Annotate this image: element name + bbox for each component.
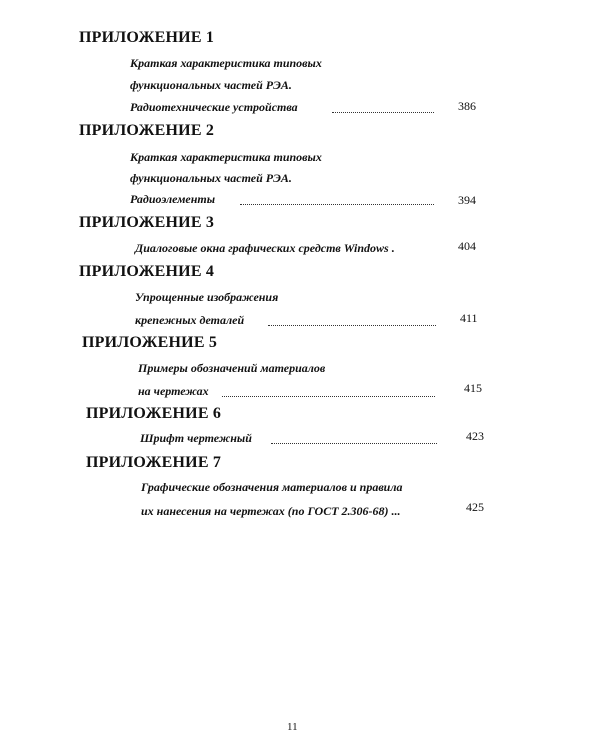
appendix-7-page: 425 <box>466 500 484 514</box>
dot-leader <box>222 386 435 397</box>
appendix-3-heading: ПРИЛОЖЕНИЕ 3 <box>79 214 215 231</box>
appendix-7-line-1: Графические обозначения материалов и правила <box>141 480 403 494</box>
dot-leader <box>268 315 436 326</box>
appendix-1-line-2: функциональных частей РЭА. <box>130 78 292 92</box>
appendix-4-line-1: Упрощенные изображения <box>135 290 279 304</box>
appendix-5-line-2: на чертежах <box>138 384 209 398</box>
appendix-2-heading: ПРИЛОЖЕНИЕ 2 <box>79 122 215 139</box>
appendix-5-page: 415 <box>464 381 482 395</box>
appendix-3-page: 404 <box>458 239 476 253</box>
appendix-1-line-3: Радиотехнические устройства <box>130 100 298 114</box>
footer-page-number: 11 <box>287 721 298 733</box>
appendix-6-heading: ПРИЛОЖЕНИЕ 6 <box>86 405 222 422</box>
appendix-2-line-2: функциональных частей РЭА. <box>130 171 292 185</box>
appendix-4-line-2: крепежных деталей <box>135 313 245 327</box>
appendix-4-heading: ПРИЛОЖЕНИЕ 4 <box>79 263 215 280</box>
appendix-2-line-3: Радиоэлементы <box>130 192 216 206</box>
appendix-2-page: 394 <box>458 193 476 207</box>
appendix-5-heading: ПРИЛОЖЕНИЕ 5 <box>82 334 218 351</box>
appendix-3-line-1: Диалоговые окна графических средств Windows . <box>135 241 395 255</box>
dot-leader <box>271 433 437 444</box>
appendix-7-heading: ПРИЛОЖЕНИЕ 7 <box>86 454 222 471</box>
appendix-1-line-1: Краткая характеристика типовых <box>130 56 322 70</box>
dot-leader <box>240 194 434 205</box>
appendix-6-page: 423 <box>466 429 484 443</box>
appendix-7-line-2: их нанесения на чертежах (по ГОСТ 2.306-68) ... <box>141 504 401 518</box>
appendix-4-page: 411 <box>460 311 478 325</box>
appendix-2-line-1: Краткая характеристика типовых <box>130 150 322 164</box>
appendix-1-heading: ПРИЛОЖЕНИЕ 1 <box>79 29 215 46</box>
dot-leader <box>332 102 434 113</box>
appendix-6-line-1: Шрифт чертежный <box>140 431 252 445</box>
appendix-1-page: 386 <box>458 99 476 113</box>
appendix-5-line-1: Примеры обозначений материалов <box>138 361 326 375</box>
